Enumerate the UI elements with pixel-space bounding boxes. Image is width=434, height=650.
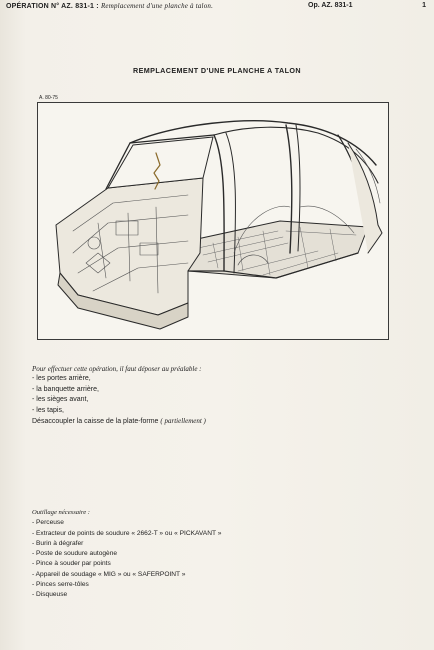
tool-item: - Disqueuse [32,591,68,599]
uncouple-note: ( partiellement ) [160,417,206,426]
tool-item: - Extracteur de points de soudure « 2662-T » ou « PICKAVANT » [32,529,222,537]
page-header [6,2,428,14]
operation-description: Remplacement d'une planche à talon. [100,2,214,10]
figure-ref: A. 80-75 [39,95,58,101]
car-body-illustration [38,103,388,339]
prereq-item: - la banquette arrière, [32,385,99,393]
operation-ref: OPÉRATION N° AZ. 831-1 : Remplacement d'une planche à talon. [6,2,214,10]
figure-frame [37,102,389,340]
page-number: 1 [422,2,426,9]
uncouple-line [32,416,206,427]
prerequisites-section [32,364,206,427]
tool-item: - Pinces serre-tôles [32,581,89,589]
uncouple-text: Désaccoupler la caisse de la plate-forme [32,418,159,426]
tools-section [32,508,221,601]
operation-code: Op. AZ. 831-1 [308,2,353,9]
tool-item: - Appareil de soudage « MIG » ou « SAFERPOINT » [32,570,186,578]
prereq-item: - les sièges avant, [32,396,89,404]
intro-lead: Pour effectuer cette opération, il faut déposer au préalable : [32,365,202,373]
tool-item: - Poste de soudure autogène [32,550,118,558]
tool-item: - Perceuse [32,519,64,527]
tool-item: - Burin à dégrafer [32,539,84,547]
page-title: REMPLACEMENT D'UNE PLANCHE A TALON [133,66,301,75]
prereq-item: - les tapis, [32,406,64,414]
prereq-item: - les portes arrière, [32,375,91,383]
tools-heading: Outillage nécessaire : [32,509,90,516]
tool-item: - Pince à souder par points [32,560,111,568]
